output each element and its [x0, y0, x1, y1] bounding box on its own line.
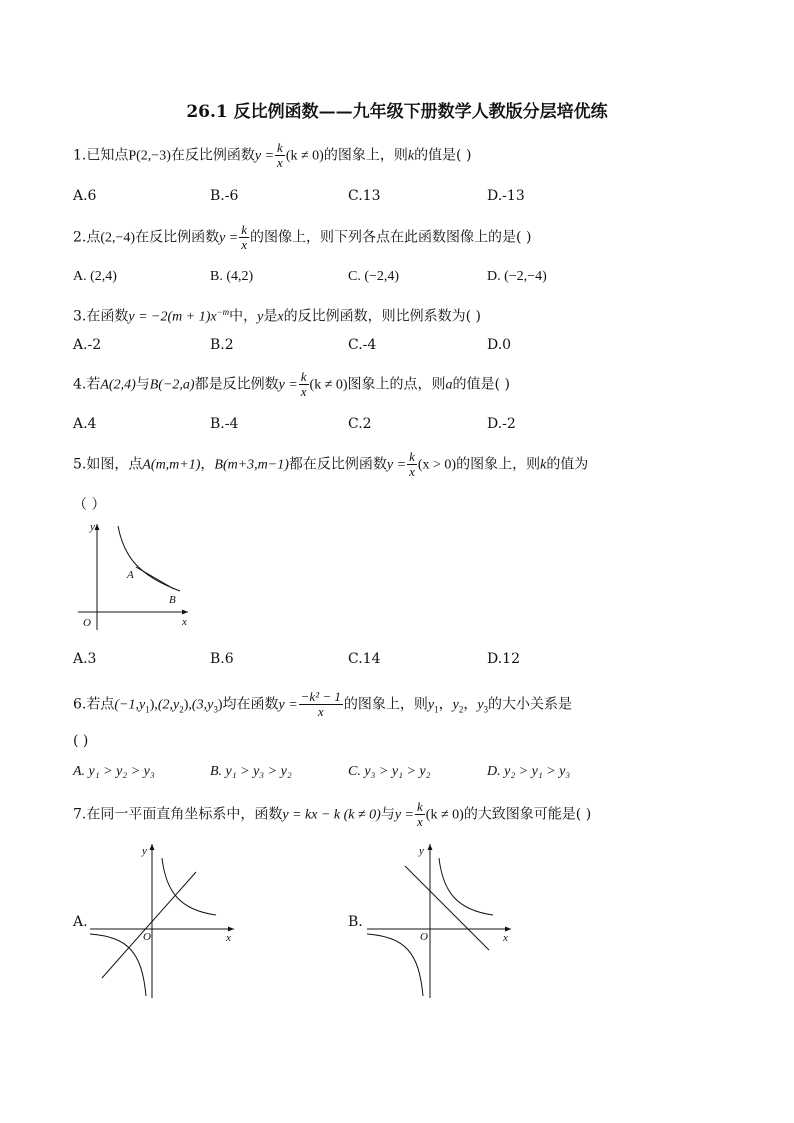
- q4-option-d[interactable]: D.-2: [487, 416, 516, 432]
- q6-option-a[interactable]: A. y₁ > y₂ > y₃: [73, 764, 155, 779]
- q3-option-a[interactable]: A.-2: [73, 337, 102, 353]
- hyperbola-branch-2: [90, 934, 146, 996]
- y-axis-label: y: [419, 845, 424, 857]
- q5-figure: [70, 518, 200, 633]
- hyperbola-branch-2: [367, 934, 423, 996]
- q7-figure-b: [365, 840, 515, 1002]
- q3-option-c[interactable]: C.-4: [348, 337, 377, 353]
- q7-option-a-label[interactable]: A.: [73, 914, 88, 930]
- q6-option-d[interactable]: D. y₂ > y₁ > y₃: [487, 764, 571, 779]
- x-axis-label: x: [503, 932, 508, 944]
- x-axis-label: x: [182, 616, 187, 628]
- q4-option-c[interactable]: C.2: [348, 416, 372, 432]
- q2-option-a[interactable]: A. (2,4): [73, 269, 117, 284]
- point-b-label: B: [169, 594, 176, 606]
- segment-ab: [136, 567, 174, 589]
- q2-option-c[interactable]: C. (−2,4): [348, 269, 400, 284]
- q3-option-d[interactable]: D.0: [487, 337, 512, 353]
- question-1: 1.已知点P(2,−3)在反比例函数y = $\frac{k}{x}$ (k ≠ 0)的图象上，则k的值是( ): [73, 140, 472, 170]
- q7-figure-a: [88, 840, 238, 1002]
- q5-option-c[interactable]: C.14: [348, 651, 381, 667]
- q4-option-b[interactable]: B.-4: [210, 416, 239, 432]
- q5-option-b[interactable]: B.6: [210, 651, 234, 667]
- q5-option-d[interactable]: D.12: [487, 651, 520, 667]
- fraction: $\frac{k}{x}$: [409, 449, 415, 479]
- x-axis-label: x: [226, 932, 231, 944]
- q5-option-a[interactable]: A.3: [73, 651, 97, 667]
- fraction: $\frac{k}{x}$: [417, 799, 423, 829]
- question-2: 2.点(2,−4)在反比例函数y = $\frac{k}{x}$ 的图像上，则下列各点在此函数图像上的是( ): [73, 222, 532, 252]
- question-4: 4.若A(2,4)与B(−2,a)都是反比例数y = $\frac{k}{x}$ (k ≠ 0)图象上的点，则a的值是( ): [73, 369, 510, 399]
- y-axis-arrow: [150, 844, 155, 850]
- origin-label: O: [83, 617, 91, 629]
- x-axis-arrow: [228, 927, 234, 932]
- point-a-label: A: [127, 569, 134, 581]
- question-7: 7.在同一平面直角坐标系中，函数y = kx − k (k ≠ 0)与y = $\frac{k}{x}$ (k ≠ 0)的大致图象可能是( ): [73, 799, 592, 829]
- page-title: 26.1 反比例函数——九年级下册数学人教版分层培优练: [186, 102, 608, 122]
- q5-answer-paren: （ ）: [73, 497, 106, 513]
- fraction: $\frac{k}{x}$: [277, 140, 283, 170]
- hyperbola-curve: [118, 526, 180, 591]
- fraction: $\frac{\text{−k² − 1}}{x}$: [300, 689, 341, 719]
- origin-label: O: [143, 931, 151, 943]
- q1-option-c[interactable]: C.13: [348, 188, 381, 204]
- y-axis-arrow: [428, 844, 433, 850]
- origin-label: O: [420, 931, 428, 943]
- q6-option-b[interactable]: B. y₁ > y₃ > y₂: [210, 764, 292, 779]
- fraction: $\frac{k}{x}$: [241, 222, 248, 252]
- q7-option-b-label[interactable]: B.: [348, 914, 363, 930]
- question-6: 6.若点$(-1,y_1),(2,y_2),(3,y_3)$均在函数y = $\frac{\text{−k² − 1}}{x}$ 的图象上，则$y_1$，$y_2$，$y_3$的大小关系是: [73, 689, 573, 719]
- question-3: 3.在函数$y = -2(m + 1)x^{-m}$中，y是x的反比例函数，则比例系数为( ): [73, 307, 481, 325]
- x-axis-arrow: [505, 927, 511, 932]
- hyperbola-branch-1: [439, 858, 493, 915]
- q6-option-c[interactable]: C. y₃ > y₁ > y₂: [348, 764, 431, 779]
- linear-function-line: [102, 872, 196, 978]
- y-axis-label: y: [90, 521, 95, 533]
- x-axis-arrow: [182, 610, 188, 615]
- q2-option-d[interactable]: D. (−2,−4): [487, 269, 547, 284]
- question-5: 5.如图，点A(m,m+1)，B(m+3,m−1)都在反比例函数y = $\frac{k}{x}$ (x > 0)的图象上，则k的值为: [73, 449, 589, 479]
- hyperbola-branch-1: [162, 858, 216, 915]
- y-axis-arrow: [95, 524, 100, 530]
- q4-option-a[interactable]: A.4: [73, 416, 97, 432]
- linear-function-line: [405, 866, 489, 950]
- q3-option-b[interactable]: B.2: [210, 337, 234, 353]
- q2-option-b[interactable]: B. (4,2): [210, 269, 254, 284]
- q1-option-a[interactable]: A.6: [73, 188, 97, 204]
- y-axis-label: y: [142, 845, 147, 857]
- fraction: $\frac{k}{x}$: [300, 369, 307, 399]
- q1-option-b[interactable]: B.-6: [210, 188, 239, 204]
- q1-option-d[interactable]: D.-13: [487, 188, 525, 204]
- q6-answer-paren: ( ): [73, 733, 89, 749]
